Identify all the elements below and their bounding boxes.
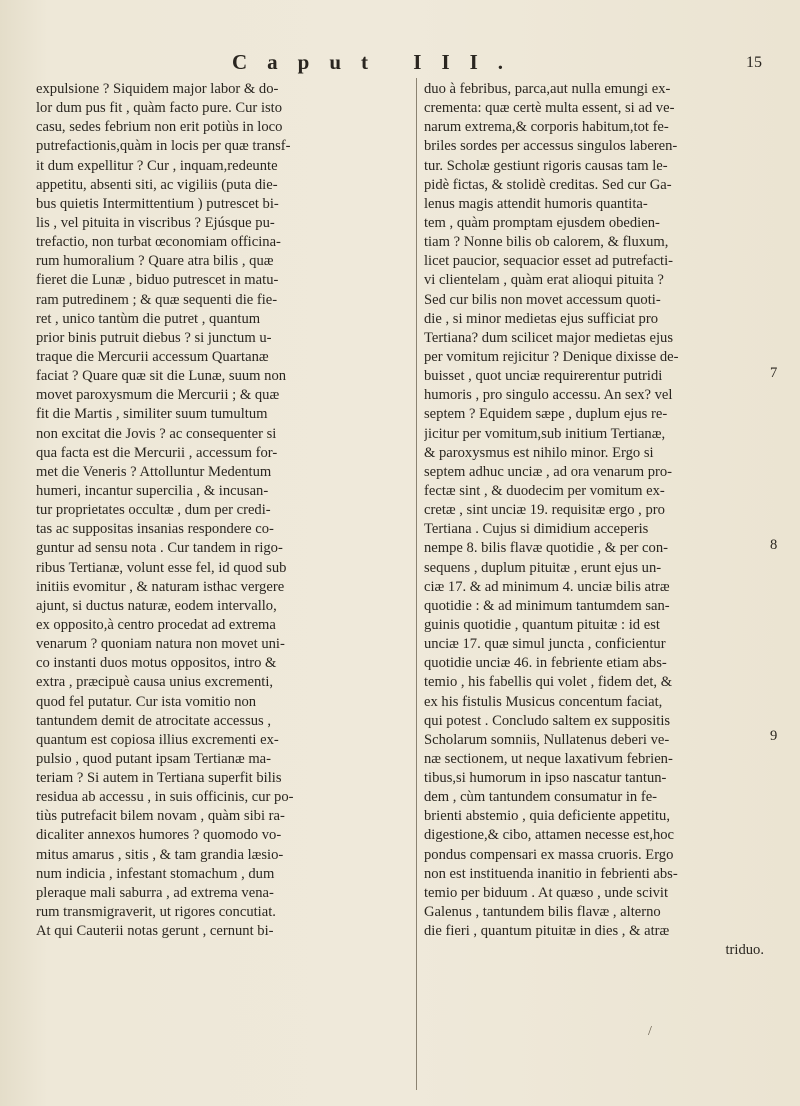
text-line: quod fel putatur. Cur ista vomitio non [36, 693, 257, 710]
text-line: met die Veneris ? Attolluntur Medentum [36, 463, 272, 480]
text-line: non excitat die Jovis ? ac consequenter si [36, 425, 277, 442]
text-line: At qui Cauterii notas gerunt , cernunt bi- [36, 923, 274, 940]
left-column [36, 80, 406, 941]
text-line: pondus compensari ex massa cruoris. Ergo [424, 846, 674, 863]
text-line: temio per biduum . At quæso , unde scivit [424, 884, 669, 901]
text-line: expulsione ? Siquidem major labor & do- [36, 81, 279, 97]
text-line: faciat ? Quare quæ sit die Lunæ, suum non [36, 368, 287, 385]
text-line: duo à febribus, parca,aut nulla emungi ex- [424, 81, 671, 97]
text-line: quantum est copiosa illius excrementi ex- [36, 731, 279, 748]
text-line: tas ac suppositas insanias respondere co- [36, 521, 274, 538]
text-line: rum humoralium ? Quare atra bilis , quæ [36, 253, 274, 270]
text-line: Sed cur bilis non movet accessum quoti- [424, 291, 661, 308]
text-line: putrefactionis,quàm in locis per quæ transf- [36, 138, 291, 155]
text-line: tiùs putrefacit bilem novam , quàm sibi ra- [36, 808, 285, 825]
text-line: non est instituenda inanitio in febrienti abs- [424, 865, 678, 882]
text-line: jicitur per vomitum,sub initium Tertianæ, [424, 425, 666, 442]
text-line: dicaliter annexos humores ? quomodo vo- [36, 827, 282, 844]
text-line: ribus Tertianæ, volunt esse fel, id quod sub [36, 559, 287, 576]
text-line: quotidie : & ad minimum tantumdem san- [424, 597, 670, 614]
text-line: lenus magis attendit humoris quantita- [424, 195, 648, 212]
text-line: residua ab accessu , in suis officinis, cur po- [36, 789, 294, 806]
text-line: ex his fistulis Musicus concentum faciat, [424, 693, 663, 710]
text-line: & paroxysmus est nihilo minor. Ergo si [424, 444, 654, 461]
text-line: Tertiana . Cujus si dimidium acceperis [424, 521, 649, 538]
text-line: brienti abstemio , quia deficiente appetitu, [424, 808, 670, 825]
text-line: ex opposito,à centro procedat ad extrema [36, 616, 276, 633]
text-line: die , si minor medietas ejus sufficiat pro [424, 310, 658, 327]
text-line: tibus,si humorum in ipso nascatur tantun- [424, 770, 667, 787]
page-header [232, 50, 762, 82]
text-line: triduo. [725, 942, 764, 959]
text-line: Tertiana? dum scilicet major medietas ejus [424, 329, 674, 346]
text-line: nempe 8. bilis flavæ quotidie , & per con- [424, 540, 668, 557]
text-line: num indicia , infestant stomachum , dum [36, 865, 275, 882]
text-line: qua facta est die Mercurii , accessum for- [36, 444, 278, 461]
text-line: tur proprietates occultæ , dum per credi- [36, 502, 271, 519]
text-line: tur. Scholæ gestiunt rigoris causas tam le- [424, 157, 668, 174]
text-line: prior binis putruit diebus ? si junctum u- [36, 329, 272, 346]
text-line: trefactio, non turbat œconomiam officina- [36, 234, 281, 251]
text-line: humeri, incantur supercilia , & incusan- [36, 482, 269, 499]
text-line: initiis evomitur , & naturam isthac vergere [36, 578, 285, 595]
text-line: guntur ad sensu nota . Cur tandem in rigo- [36, 540, 283, 557]
text-line: appetitu, absenti siti, ac vigiliis (puta die- [36, 176, 278, 193]
text-line: teriam ? Si autem in Tertiana superfit bilis [36, 770, 282, 787]
text-line: dem , cùm tantundem consumatur in fe- [424, 789, 658, 806]
column-rule [416, 78, 417, 1090]
text-line: digestione,& cibo, attamen necesse est,hoc [424, 827, 675, 844]
text-line: ram putredinem ; & quæ sequenti die fie- [36, 291, 278, 308]
margin-number: 8 [770, 537, 778, 553]
text-line: mitus amarus , sitis , & tam grandia læsio- [36, 846, 284, 863]
text-line: humoris , pro singulo accessu. An sex? vel [424, 387, 673, 404]
text-line: cretæ , sint unciæ 19. requisitæ ergo , pro [424, 502, 665, 519]
text-line: lis , vel pituita in viscribus ? Ejúsque pu- [36, 214, 275, 231]
text-line: narum extrema,& corporis habitum,tot fe- [424, 119, 669, 136]
text-line: briles sordes per accessus singulos laberen- [424, 138, 678, 155]
running-head: Caput III. [232, 50, 524, 74]
text-line: tantundem demit de atrocitate accessus , [36, 712, 272, 729]
text-line: traque die Mercurii accessum Quartanæ [36, 348, 269, 365]
text-line: temio , his fabellis qui volet , fidem det, & [424, 674, 673, 691]
stray-mark: / [648, 1024, 652, 1039]
text-line: pidè fictas, & stolidè creditas. Sed cur Ga- [424, 176, 672, 193]
text-line: næ sectionem, ut neque laxativum febrien- [424, 750, 673, 767]
text-line: it dum expellitur ? Cur , inquam,redeunte [36, 157, 278, 174]
text-line: Galenus , tantundem bilis flavæ , alterno [424, 904, 661, 921]
margin-number: 7 [770, 365, 778, 381]
page-number: 15 [746, 54, 762, 71]
text-line: die fieri , quantum pituitæ in dies , & atræ [424, 923, 670, 940]
text-line: septem adhuc unciæ , ad ora venarum pro- [424, 463, 673, 480]
text-line: per vomitum rejicitur ? Denique dixisse de- [424, 348, 679, 365]
text-line: licet paucior, sequacior esset ad putrefacti- [424, 253, 674, 270]
text-line: tem , quàm promptam ejusdem obedien- [424, 214, 660, 231]
text-line: ret , unico tantùm die putret , quantum [36, 310, 261, 327]
text-line: septem ? Equidem sæpe , duplum ejus re- [424, 406, 668, 423]
text-line: movet paroxysmum die Mercurii ; & quæ [36, 387, 280, 404]
right-column [424, 80, 764, 960]
text-line: pleraque mali saburra , ad extrema vena- [36, 884, 274, 901]
text-line: fectæ sint , & duodecim per vomitum ex- [424, 482, 665, 499]
text-line: qui potest . Concludo saltem ex suppositis [424, 712, 671, 729]
text-line: quotidie unciæ 46. in febriente etiam abs- [424, 655, 667, 672]
text-line: ciæ 17. & ad minimum 4. unciæ bilis atræ [424, 578, 670, 595]
margin-number: 9 [770, 728, 778, 744]
text-line: Scholarum somniis, Nullatenus deberi ve- [424, 731, 670, 748]
text-line: fit die Martis , similiter suum tumultum [36, 406, 268, 423]
text-line: guinis quotidie , quantum pituitæ : id est [424, 616, 660, 633]
text-line: co instanti duos motus oppositos, intro & [36, 655, 277, 672]
text-line: rum transmigraverit, ut rigores concutiat. [36, 904, 276, 921]
text-line: unciæ 17. quæ simul juncta , conficientur [424, 636, 666, 653]
text-line: sequens , duplum pituitæ , erunt ejus un- [424, 559, 662, 576]
text-line: crementa: quæ certè multa essent, si ad ve- [424, 100, 675, 117]
text-line: buisset , quot unciæ requirerentur putridi [424, 368, 663, 385]
text-line: lor dum pus fit , quàm facto pure. Cur isto [36, 100, 283, 117]
text-line: pulsio , quod putant ipsam Tertianæ ma- [36, 750, 272, 767]
text-line: venarum ? quoniam natura non movet uni- [36, 636, 285, 653]
text-line: tiam ? Nonne bilis ob calorem, & fluxum, [424, 234, 669, 251]
text-line: extra , præcipuè causa unius excrementi, [36, 674, 274, 691]
text-line: casu, sedes febrium non erit potiùs in loco [36, 119, 283, 136]
text-line: bus quietis Intermittentium ) putrescet bi- [36, 195, 279, 212]
text-line: vi clientelam , quàm erat alioqui pituita ? [424, 272, 664, 289]
text-line: fieret die Lunæ , biduo putrescet in matu- [36, 272, 279, 289]
text-line: ajunt, si ductus naturæ, eodem intervallo, [36, 597, 277, 614]
